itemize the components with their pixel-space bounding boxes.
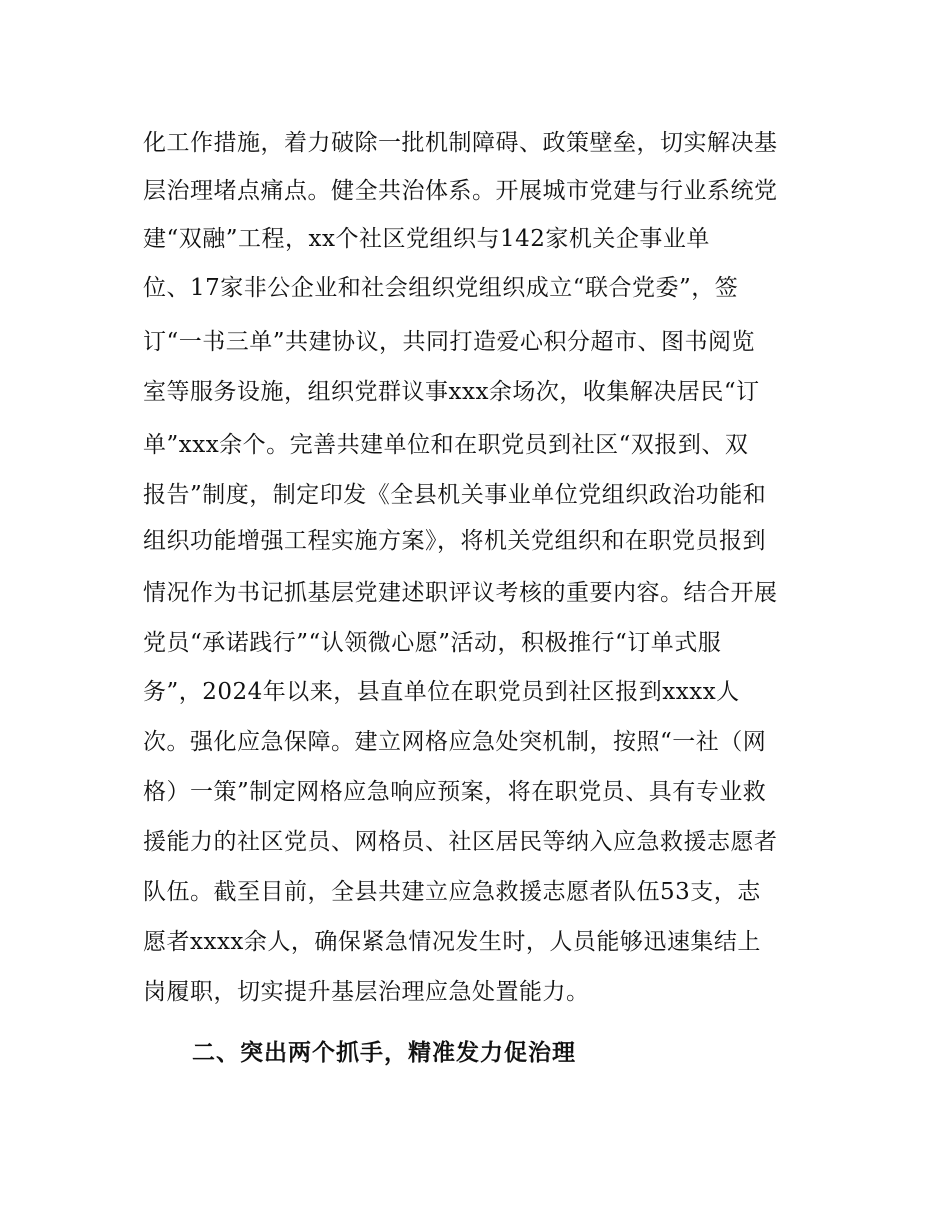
paragraph-line: 化工作措施，着力破除一批机制障碍、政策壁垒，切实解决基 bbox=[143, 130, 778, 156]
paragraph-line: 报告”制度，制定印发《全县机关事业单位党组织政治功能和 bbox=[143, 482, 767, 508]
paragraph-line: 党员“承诺践行”“认领微心愿”活动，积极推行“订单式服 bbox=[143, 630, 722, 656]
paragraph-line: 组织功能增强工程实施方案》，将机关党组织和在职党员报到 bbox=[143, 528, 766, 554]
paragraph-line: 援能力的社区党员、网格员、社区居民等纳入应急救援志愿者 bbox=[143, 829, 778, 855]
paragraph-line: 单”xxx余个。完善共建单位和在职党员到社区“双报到、双 bbox=[143, 432, 749, 458]
paragraph-line: 务”，2024年以来，县直单位在职党员到社区报到xxxx人 bbox=[143, 679, 740, 705]
paragraph-line: 情况作为书记抓基层党建述职评议考核的重要内容。结合开展 bbox=[143, 580, 778, 606]
paragraph-line: 订“一书三单”共建协议，共同打造爱心积分超市、图书阅览 bbox=[143, 329, 756, 355]
section-heading: 二、突出两个抓手，精准发力促治理 bbox=[192, 1040, 576, 1066]
paragraph-line: 建“双融”工程，xx个社区党组织与142家机关企事业单 bbox=[143, 226, 710, 252]
paragraph-line: 室等服务设施，组织党群议事xxx余场次，收集解决居民“订 bbox=[143, 379, 760, 405]
paragraph-line: 岗履职，切实提升基层治理应急处置能力。 bbox=[143, 979, 590, 1005]
paragraph-line: 队伍。截至目前，全县共建立应急救援志愿者队伍53支，志 bbox=[143, 879, 761, 905]
paragraph-line: 位、17家非公企业和社会组织党组织成立“联合党委”，签 bbox=[143, 275, 739, 301]
paragraph-line: 愿者xxxx余人，确保紧急情况发生时，人员能够迅速集结上 bbox=[143, 929, 761, 955]
paragraph-line: 层治理堵点痛点。健全共治体系。开展城市党建与行业系统党 bbox=[143, 178, 778, 204]
paragraph-line: 次。强化应急保障。建立网格应急处突机制，按照“一社（网 bbox=[143, 729, 767, 755]
paragraph-line: 格）一策”制定网格应急响应预案，将在职党员、具有专业救 bbox=[143, 779, 767, 805]
